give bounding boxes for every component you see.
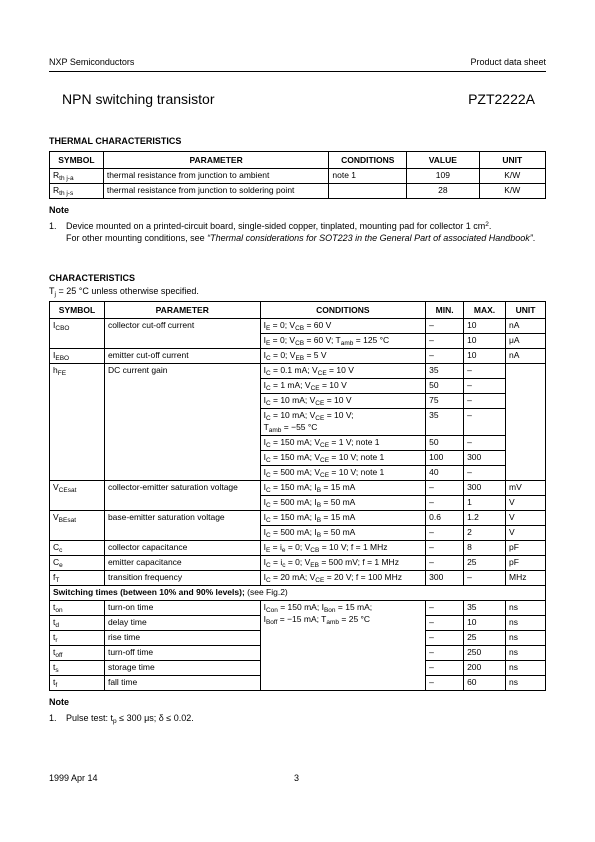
conditions-cell: $I_{Con} = 150$ mA; $I_{Bon} = 15$ mA; $I_{Boff} = -15$ mA; $T_{amb} = 25$ °C <box>260 601 426 691</box>
conditions-cell: $I_C = 10$ mA; $V_{CE} = 10$ V; $T_{amb} = -55$ °C <box>260 409 426 436</box>
table-row <box>50 541 546 556</box>
col-parameter: PARAMETER <box>103 152 329 169</box>
min-cell: – <box>426 646 464 661</box>
max-cell: 25 <box>464 556 506 571</box>
unit-cell: V <box>506 511 546 526</box>
conditions-cell <box>329 184 407 199</box>
col-unit: UNIT <box>479 152 545 169</box>
temperature-condition: $T_j = 25$ °C unless otherwise specified. <box>49 286 199 298</box>
unit-cell <box>506 364 546 481</box>
table-row <box>50 556 546 571</box>
min-cell: – <box>426 319 464 334</box>
min-cell: – <box>426 556 464 571</box>
table-row <box>50 481 546 496</box>
thermal-note-number: 1. <box>49 221 57 231</box>
max-cell: 8 <box>464 541 506 556</box>
parameter-cell: turn-off time <box>104 646 260 661</box>
min-cell: 35 <box>426 409 464 436</box>
max-cell: 60 <box>464 676 506 691</box>
max-cell: – <box>464 394 506 409</box>
table-row <box>50 601 546 616</box>
min-cell: 100 <box>426 451 464 466</box>
conditions-cell: $I_E = i_e = 0$; $V_{CB} = 10$ V; f = 1 MHz <box>260 541 426 556</box>
min-cell: – <box>426 601 464 616</box>
characteristics-header-row <box>50 302 546 319</box>
unit-cell: pF <box>506 541 546 556</box>
col-min: MIN. <box>426 302 464 319</box>
table-row <box>50 319 546 334</box>
symbol-cell: $t_{on}$ <box>50 601 105 616</box>
min-cell: – <box>426 496 464 511</box>
unit-cell: ns <box>506 601 546 616</box>
thermal-heading: THERMAL CHARACTERISTICS <box>49 136 182 146</box>
table-row <box>50 511 546 526</box>
col-unit: UNIT <box>506 302 546 319</box>
characteristics-table <box>49 301 546 691</box>
table-row <box>50 184 546 199</box>
conditions-cell: $I_C = 1$ mA; $V_{CE} = 10$ V <box>260 379 426 394</box>
max-cell: 300 <box>464 451 506 466</box>
conditions-cell: $I_C = 150$ mA; $I_B = 15$ mA <box>260 481 426 496</box>
symbol-cell: $C_c$ <box>50 541 105 556</box>
col-value: VALUE <box>407 152 479 169</box>
handbook-reference: “Thermal considerations for SOT223 in the General Part of associated Handbook” <box>207 233 533 243</box>
parameter-cell: transition frequency <box>104 571 260 586</box>
parameter-cell: storage time <box>104 661 260 676</box>
symbol-cell: $I_{CBO}$ <box>50 319 105 349</box>
max-cell: 10 <box>464 616 506 631</box>
unit-cell: V <box>506 496 546 511</box>
unit-cell: ns <box>506 631 546 646</box>
symbol-cell: $f_T$ <box>50 571 105 586</box>
max-cell: 25 <box>464 631 506 646</box>
min-cell: 50 <box>426 379 464 394</box>
footer-date: 1999 Apr 14 <box>49 773 98 783</box>
characteristics-heading: CHARACTERISTICS <box>49 273 136 283</box>
conditions-cell: $I_C = i_c = 0$; $V_{EB} = 500$ mV; f = 1 MHz <box>260 556 426 571</box>
page-number: 3 <box>294 773 300 783</box>
min-cell: – <box>426 616 464 631</box>
parameter-cell: collector-emitter saturation voltage <box>104 481 260 511</box>
symbol-cell: $R_{th j-a}$ <box>50 169 104 184</box>
max-cell: – <box>464 436 506 451</box>
table-row <box>50 169 546 184</box>
col-conditions: CONDITIONS <box>329 152 407 169</box>
max-cell: 35 <box>464 601 506 616</box>
min-cell: – <box>426 541 464 556</box>
unit-cell: MHz <box>506 571 546 586</box>
value-cell: 28 <box>407 184 479 199</box>
max-cell: 2 <box>464 526 506 541</box>
col-max: MAX. <box>464 302 506 319</box>
symbol-cell: $R_{th j-s}$ <box>50 184 104 199</box>
parameter-cell: emitter cut-off current <box>104 349 260 364</box>
part-number: PZT2222A <box>468 91 535 107</box>
switching-times-row <box>50 586 546 601</box>
min-cell: 0.6 <box>426 511 464 526</box>
unit-cell: K/W <box>479 184 545 199</box>
symbol-cell: $t_f$ <box>50 676 105 691</box>
symbol-cell: $V_{CEsat}$ <box>50 481 105 511</box>
min-cell: – <box>426 631 464 646</box>
col-symbol: SYMBOL <box>50 302 105 319</box>
unit-cell: nA <box>506 319 546 334</box>
parameter-cell: turn-on time <box>104 601 260 616</box>
symbol-cell: $t_s$ <box>50 661 105 676</box>
max-cell: 1.2 <box>464 511 506 526</box>
switching-times-label: Switching times (between 10% and 90% levels); (see Fig.2) <box>50 586 546 601</box>
parameter-cell: DC current gain <box>104 364 260 481</box>
min-cell: 300 <box>426 571 464 586</box>
unit-cell: K/W <box>479 169 545 184</box>
min-cell: – <box>426 481 464 496</box>
min-cell: – <box>426 676 464 691</box>
value-cell: 109 <box>407 169 479 184</box>
conditions-cell: note 1 <box>329 169 407 184</box>
max-cell: 200 <box>464 661 506 676</box>
max-cell: – <box>464 379 506 394</box>
conditions-cell: $I_C = 0.1$ mA; $V_{CE} = 10$ V <box>260 364 426 379</box>
unit-cell: V <box>506 526 546 541</box>
parameter-cell: delay time <box>104 616 260 631</box>
parameter-cell: base-emitter saturation voltage <box>104 511 260 541</box>
thermal-note-heading: Note <box>49 205 69 215</box>
thermal-table <box>49 151 546 199</box>
parameter-cell: emitter capacitance <box>104 556 260 571</box>
parameter-cell: thermal resistance from junction to soldering point <box>103 184 329 199</box>
min-cell: – <box>426 661 464 676</box>
min-cell: – <box>426 526 464 541</box>
symbol-cell: $t_d$ <box>50 616 105 631</box>
table-row <box>50 571 546 586</box>
min-cell: 50 <box>426 436 464 451</box>
conditions-cell: $I_C = 500$ mA; $V_{CE} = 10$ V; note 1 <box>260 466 426 481</box>
conditions-cell: $I_C = 500$ mA; $I_B = 50$ mA <box>260 496 426 511</box>
conditions-cell: $I_C = 0$; $V_{EB} = 5$ V <box>260 349 426 364</box>
symbol-cell: $h_{FE}$ <box>50 364 105 481</box>
max-cell: 1 <box>464 496 506 511</box>
table-row <box>50 364 546 379</box>
symbol-cell: $I_{EBO}$ <box>50 349 105 364</box>
doc-title: NPN switching transistor <box>62 91 215 107</box>
parameter-cell: collector capacitance <box>104 541 260 556</box>
symbol-cell: $V_{BEsat}$ <box>50 511 105 541</box>
max-cell: 300 <box>464 481 506 496</box>
max-cell: – <box>464 409 506 436</box>
max-cell: 10 <box>464 334 506 349</box>
table-row <box>50 349 546 364</box>
parameter-cell: collector cut-off current <box>104 319 260 349</box>
conditions-cell: $I_C = 150$ mA; $V_{CE} = 10$ V; note 1 <box>260 451 426 466</box>
col-symbol: SYMBOL <box>50 152 104 169</box>
symbol-cell: $t_r$ <box>50 631 105 646</box>
parameter-cell: fall time <box>104 676 260 691</box>
unit-cell: ns <box>506 616 546 631</box>
thermal-header-row <box>50 152 546 169</box>
unit-cell: μA <box>506 334 546 349</box>
unit-cell: ns <box>506 646 546 661</box>
parameter-cell: thermal resistance from junction to ambient <box>103 169 329 184</box>
conditions-cell: $I_C = 20$ mA; $V_{CE} = 20$ V; f = 100 MHz <box>260 571 426 586</box>
col-conditions: CONDITIONS <box>260 302 426 319</box>
doc-type: Product data sheet <box>470 57 546 67</box>
parameter-cell: rise time <box>104 631 260 646</box>
max-cell: – <box>464 466 506 481</box>
symbol-cell: $t_{off}$ <box>50 646 105 661</box>
unit-cell: ns <box>506 661 546 676</box>
company-name: NXP Semiconductors <box>49 57 135 67</box>
conditions-cell: $I_C = 150$ mA; $V_{CE} = 1$ V; note 1 <box>260 436 426 451</box>
unit-cell: nA <box>506 349 546 364</box>
symbol-cell: $C_e$ <box>50 556 105 571</box>
characteristics-note-heading: Note <box>49 697 69 707</box>
col-parameter: PARAMETER <box>104 302 260 319</box>
min-cell: 40 <box>426 466 464 481</box>
max-cell: 250 <box>464 646 506 661</box>
unit-cell: mV <box>506 481 546 496</box>
header-rule <box>49 71 546 72</box>
min-cell: – <box>426 334 464 349</box>
max-cell: 10 <box>464 349 506 364</box>
conditions-cell: $I_C = 10$ mA; $V_{CE} = 10$ V <box>260 394 426 409</box>
characteristics-note-number: 1. <box>49 713 57 723</box>
conditions-cell: $I_C = 500$ mA; $I_B = 50$ mA <box>260 526 426 541</box>
unit-cell: pF <box>506 556 546 571</box>
max-cell: – <box>464 571 506 586</box>
thermal-note-text: Device mounted on a printed-circuit board, single-sided copper, tinplated, mounting pad for collector 1 $cm^2$. For other mounting conditions, see “Thermal considerations for SOT223 in the General Part of associated Handbook”. <box>66 221 536 243</box>
conditions-cell: $I_E = 0$; $V_{CB} = 60$ V; $T_{amb} = 125$ °C <box>260 334 426 349</box>
conditions-cell: $I_C = 150$ mA; $I_B = 15$ mA <box>260 511 426 526</box>
min-cell: 35 <box>426 364 464 379</box>
unit-cell: ns <box>506 676 546 691</box>
conditions-cell: $I_E = 0$; $V_{CB} = 60$ V <box>260 319 426 334</box>
max-cell: 10 <box>464 319 506 334</box>
min-cell: 75 <box>426 394 464 409</box>
min-cell: – <box>426 349 464 364</box>
characteristics-note-text: Pulse test: $t_p \le 300$ μs; δ ≤ 0.02. <box>66 713 194 725</box>
max-cell: – <box>464 364 506 379</box>
